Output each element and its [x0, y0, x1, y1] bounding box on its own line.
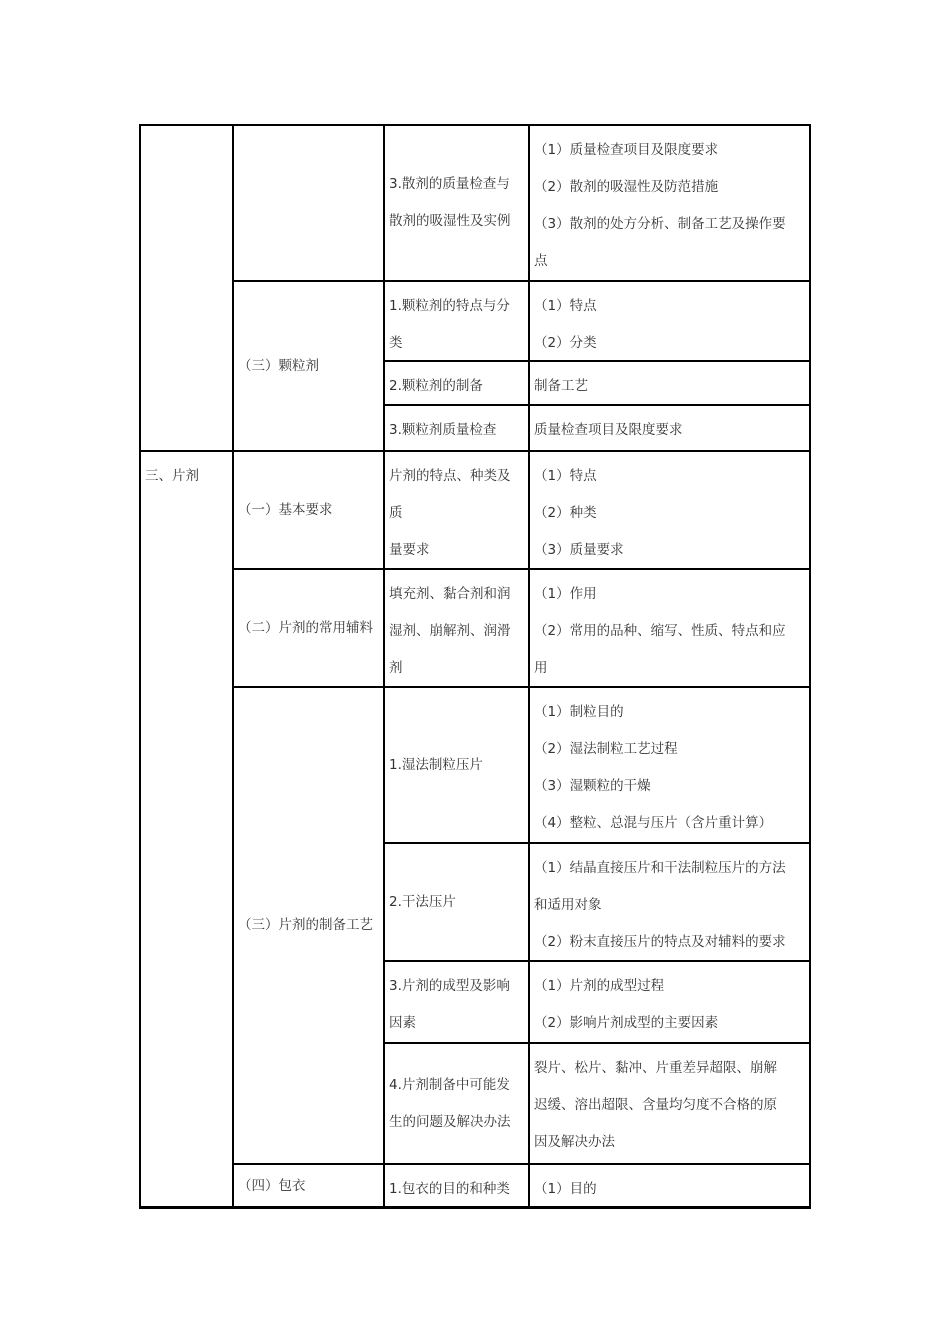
req-cell — [528, 1042, 811, 1165]
req-cell — [528, 404, 811, 452]
req-line: （3）质量要求 — [534, 542, 624, 558]
subunit-label: （四）包衣 — [238, 1177, 306, 1194]
item-line: 4.片剂制备中可能发 — [389, 1076, 510, 1093]
subunit-cell-granule — [232, 280, 385, 452]
req-line: （2）常用的品种、缩写、性质、特点和应 — [534, 623, 786, 639]
req-line: （2）散剂的吸湿性及防范措施 — [534, 179, 719, 195]
req-line: （2）种类 — [534, 505, 597, 521]
item-line: 散剂的吸湿性及实例 — [389, 213, 511, 229]
item-cell — [383, 280, 530, 362]
req-line: （3）散剂的处方分析、制备工艺及操作要 — [534, 216, 786, 232]
subunit-cell-excipient — [232, 568, 385, 688]
item-line: 填充剂、黏合剂和润 — [389, 586, 511, 602]
item-line: 2.颗粒剂的制备 — [389, 378, 483, 394]
subunit-cell-continued — [232, 124, 385, 282]
item-cell — [383, 124, 530, 282]
item-line: 量要求 — [389, 542, 430, 558]
item-line: 湿剂、崩解剂、润滑 — [389, 623, 511, 639]
req-line: （1）目的 — [534, 1181, 597, 1197]
req-line: 迟缓、溶出超限、含量均匀度不合格的原 — [534, 1097, 777, 1113]
req-line: 和适用对象 — [534, 897, 602, 913]
req-cell — [528, 124, 811, 282]
item-cell — [383, 360, 530, 406]
item-line: 剂 — [389, 660, 403, 676]
item-line: 片剂的特点、种类及 — [389, 468, 511, 484]
item-line: 3.颗粒剂质量检查 — [389, 422, 497, 438]
item-cell — [383, 1042, 530, 1165]
req-line: （3）湿颗粒的干燥 — [534, 778, 651, 794]
req-line: 因及解决办法 — [534, 1134, 615, 1150]
req-cell — [528, 960, 811, 1044]
item-line: 1.颗粒剂的特点与分 — [389, 298, 510, 314]
item-line: 1.包衣的目的和种类 — [389, 1181, 510, 1197]
req-cell — [528, 360, 811, 406]
item-line: 2.干法压片 — [389, 893, 456, 910]
req-line: （2）分类 — [534, 335, 597, 351]
item-cell — [383, 1163, 530, 1209]
item-cell — [383, 450, 530, 570]
item-line: 3.散剂的质量检查与 — [389, 176, 510, 192]
req-line: 用 — [534, 660, 548, 676]
req-line: （1）结晶直接压片和干法制粒压片的方法 — [534, 860, 786, 876]
req-cell — [528, 1163, 811, 1209]
unit-cell-tablet — [139, 450, 234, 1209]
subunit-cell-process — [232, 686, 385, 1165]
subunit-label: （一）基本要求 — [238, 501, 333, 518]
item-line: 1.湿法制粒压片 — [389, 756, 483, 773]
unit-cell-continued — [139, 124, 234, 452]
table-bottom-border — [139, 1206, 811, 1209]
req-cell — [528, 686, 811, 844]
req-line: （2）粉末直接压片的特点及对辅料的要求 — [534, 934, 786, 950]
subunit-cell-basic — [232, 450, 385, 570]
req-line: 制备工艺 — [534, 378, 588, 394]
req-cell — [528, 450, 811, 570]
req-cell — [528, 280, 811, 362]
syllabus-table — [139, 124, 811, 1209]
item-cell — [383, 842, 530, 962]
subunit-cell-coating — [232, 1163, 385, 1209]
req-line: （2）影响片剂成型的主要因素 — [534, 1015, 719, 1031]
subunit-label: （三）片剂的制备工艺 — [238, 917, 373, 933]
req-line: （1）作用 — [534, 586, 597, 602]
req-line: （1）特点 — [534, 468, 597, 484]
req-line: 质量检查项目及限度要求 — [534, 422, 683, 438]
req-line: （4）整粒、总混与压片（含片重计算） — [534, 815, 773, 831]
req-line: （1）特点 — [534, 298, 597, 314]
subunit-label: （二）片剂的常用辅料 — [238, 619, 373, 636]
req-cell — [528, 842, 811, 962]
item-line: 因素 — [389, 1015, 416, 1031]
item-cell — [383, 686, 530, 844]
req-line: 裂片、松片、黏冲、片重差异超限、崩解 — [534, 1060, 777, 1076]
req-line: （1）制粒目的 — [534, 704, 624, 720]
req-line: （2）湿法制粒工艺过程 — [534, 741, 678, 757]
item-line: 3.片剂的成型及影响 — [389, 978, 510, 994]
req-line: （1）片剂的成型过程 — [534, 978, 665, 994]
unit-label: 三、片剂 — [145, 468, 199, 484]
item-cell — [383, 404, 530, 452]
item-cell — [383, 960, 530, 1044]
subunit-label: （三）颗粒剂 — [238, 357, 319, 374]
item-cell — [383, 568, 530, 688]
req-line: （1）质量检查项目及限度要求 — [534, 142, 719, 158]
item-line: 质 — [389, 505, 403, 521]
item-line: 类 — [389, 335, 403, 351]
req-line: 点 — [534, 253, 548, 269]
item-line: 生的问题及解决办法 — [389, 1113, 511, 1130]
req-cell — [528, 568, 811, 688]
